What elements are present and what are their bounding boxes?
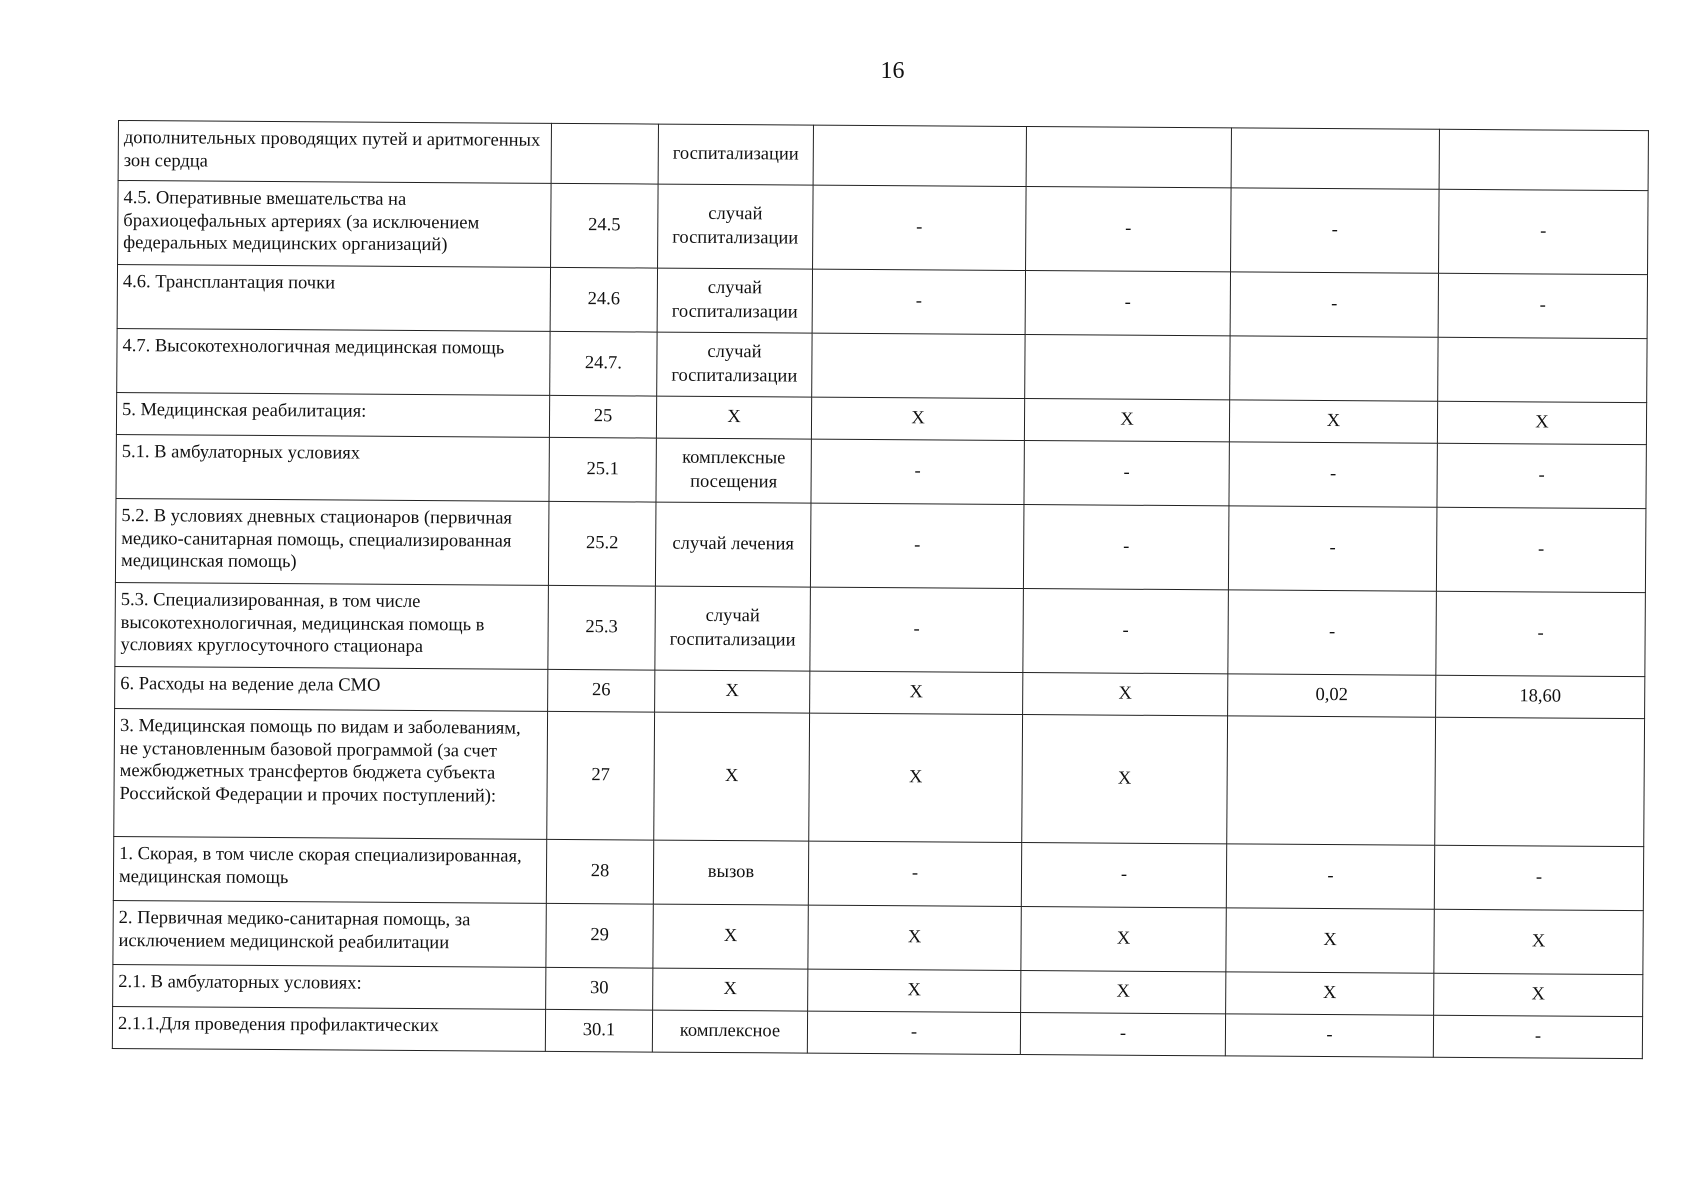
- page-number: 16: [880, 58, 905, 84]
- row-code: 28: [546, 839, 653, 904]
- row-code: 30: [546, 967, 653, 1010]
- row-code: 29: [546, 903, 653, 968]
- row-code: 24.5: [551, 183, 659, 268]
- row-value-3: -: [1230, 272, 1438, 337]
- row-value-4: -: [1433, 1015, 1642, 1058]
- row-name: 4.7. Высокотехнологичная медицинская помощь: [117, 328, 550, 395]
- row-value-3: [1230, 336, 1438, 401]
- row-value-1: -: [813, 185, 1027, 270]
- row-name: дополнительных проводящих путей и аритмогенных зон сердца: [118, 121, 551, 184]
- row-value-1: Х: [810, 671, 1023, 714]
- row-value-4: -: [1436, 507, 1646, 592]
- row-value-3: -: [1229, 442, 1437, 507]
- row-value-3: -: [1228, 506, 1437, 591]
- row-code: 24.6: [550, 267, 657, 332]
- row-unit: случай лечения: [655, 502, 811, 587]
- row-value-4: 18,60: [1436, 675, 1645, 718]
- row-value-2: [1025, 335, 1230, 400]
- row-value-4: -: [1439, 189, 1649, 274]
- row-unit: госпитализации: [658, 124, 813, 185]
- row-value-3: Х: [1226, 908, 1434, 973]
- row-value-1: Х: [808, 905, 1021, 970]
- row-value-1: Х: [808, 969, 1021, 1012]
- row-unit: случай госпитализации: [657, 268, 812, 333]
- row-unit: случай госпитализации: [657, 332, 812, 397]
- row-value-1: -: [808, 841, 1021, 906]
- row-code: 25.2: [548, 501, 656, 586]
- row-value-1: Х: [809, 713, 1023, 842]
- row-name: 5.2. В условиях дневных стационаров (первичная медико-санитарная помощь, специализированная медицинская помощь): [115, 498, 549, 585]
- row-value-2: -: [1023, 589, 1229, 674]
- row-value-2: -: [1021, 843, 1226, 908]
- row-value-1: -: [812, 269, 1025, 334]
- row-value-2: Х: [1021, 907, 1226, 972]
- row-name: 6. Расходы на ведение дела СМО: [115, 666, 548, 711]
- row-value-1: -: [810, 503, 1024, 588]
- row-value-3: -: [1231, 188, 1440, 273]
- table-row: [115, 582, 1646, 676]
- row-value-3: [1231, 128, 1439, 189]
- table-row: [118, 121, 1648, 191]
- row-code: 26: [548, 669, 655, 712]
- row-value-1: -: [810, 587, 1024, 672]
- row-unit: Х: [653, 968, 808, 1011]
- row-name: 2.1. В амбулаторных условиях:: [113, 964, 546, 1009]
- row-value-2: -: [1020, 1013, 1225, 1056]
- table-row: [114, 708, 1645, 846]
- row-value-4: Х: [1437, 401, 1646, 444]
- row-name: 4.5. Оперативные вмешательства на брахиоцефальных артериях (за исключением федеральных медицинских организаций): [118, 181, 552, 268]
- row-value-1: [812, 333, 1025, 398]
- row-code: 27: [547, 711, 655, 840]
- row-value-1: Х: [811, 397, 1024, 440]
- table-row: [118, 181, 1649, 275]
- table-row: [112, 1006, 1642, 1058]
- row-unit: Х: [654, 712, 810, 841]
- row-unit: комплексные посещения: [656, 438, 811, 503]
- row-value-1: -: [811, 439, 1024, 504]
- row-value-4: Х: [1434, 973, 1643, 1016]
- table-row: [116, 434, 1646, 508]
- row-value-2: Х: [1021, 971, 1226, 1014]
- row-unit: случай госпитализации: [655, 586, 811, 671]
- row-unit: вызов: [653, 840, 808, 905]
- row-value-2: Х: [1024, 399, 1229, 442]
- row-code: 25.1: [549, 437, 656, 502]
- table-row: [117, 328, 1647, 402]
- table-row: [117, 265, 1647, 339]
- row-value-1: -: [807, 1011, 1020, 1054]
- row-name: 1. Скорая, в том числе скорая специализированная, медицинская помощь: [113, 836, 546, 903]
- row-name: 2.1.1.Для проведения профилактических: [112, 1006, 545, 1051]
- row-code: 25.3: [548, 585, 656, 670]
- row-unit: случай госпитализации: [658, 184, 814, 269]
- row-name: 5.1. В амбулаторных условиях: [116, 434, 549, 501]
- row-value-4: [1435, 717, 1645, 846]
- row-code: 25: [549, 395, 656, 438]
- row-value-4: -: [1437, 443, 1646, 508]
- row-code: 30.1: [545, 1009, 652, 1052]
- row-unit: комплексное: [652, 1010, 807, 1053]
- row-value-4: -: [1434, 845, 1643, 910]
- row-value-3: 0,02: [1228, 674, 1436, 717]
- row-value-4: Х: [1434, 909, 1643, 974]
- row-value-4: [1438, 337, 1647, 402]
- row-value-2: -: [1025, 271, 1230, 336]
- row-value-4: -: [1438, 273, 1647, 338]
- table-row: [115, 498, 1646, 592]
- row-name: 5.3. Специализированная, в том числе высокотехнологичная, медицинская помощь в условиях круглосуточного стационара: [115, 582, 549, 669]
- row-unit: Х: [653, 904, 808, 969]
- row-value-3: -: [1228, 590, 1437, 675]
- row-value-2: [1026, 127, 1231, 188]
- row-value-3: [1227, 716, 1436, 845]
- row-value-4: -: [1436, 591, 1646, 676]
- table-row: [113, 900, 1643, 974]
- row-value-2: -: [1026, 187, 1232, 272]
- row-value-3: Х: [1229, 400, 1437, 443]
- data-table: [112, 120, 1649, 1059]
- row-value-4: [1439, 129, 1648, 190]
- row-unit: Х: [655, 670, 810, 713]
- row-value-2: Х: [1023, 673, 1228, 716]
- row-value-3: -: [1225, 1014, 1433, 1057]
- row-value-3: -: [1226, 844, 1434, 909]
- row-name: 2. Первичная медико-санитарная помощь, за исключением медицинской реабилитации: [113, 900, 546, 967]
- row-value-3: Х: [1226, 972, 1434, 1015]
- row-value-2: -: [1023, 505, 1229, 590]
- row-code: 24.7.: [550, 331, 657, 396]
- row-value-2: Х: [1022, 715, 1228, 844]
- row-value-2: -: [1024, 441, 1229, 506]
- table-row: [113, 836, 1643, 910]
- row-name: 5. Медицинская реабилитация:: [116, 392, 549, 437]
- row-name: 4.6. Трансплантация почки: [117, 265, 550, 332]
- row-name: 3. Медицинская помощь по видам и заболеваниям, не установленным базовой программой (за счет межбюджетных трансфертов бюджета субъекта Российской Федерации и прочих поступлений):: [114, 708, 548, 839]
- row-value-1: [813, 125, 1026, 186]
- row-code: [551, 123, 658, 184]
- row-unit: Х: [656, 396, 811, 439]
